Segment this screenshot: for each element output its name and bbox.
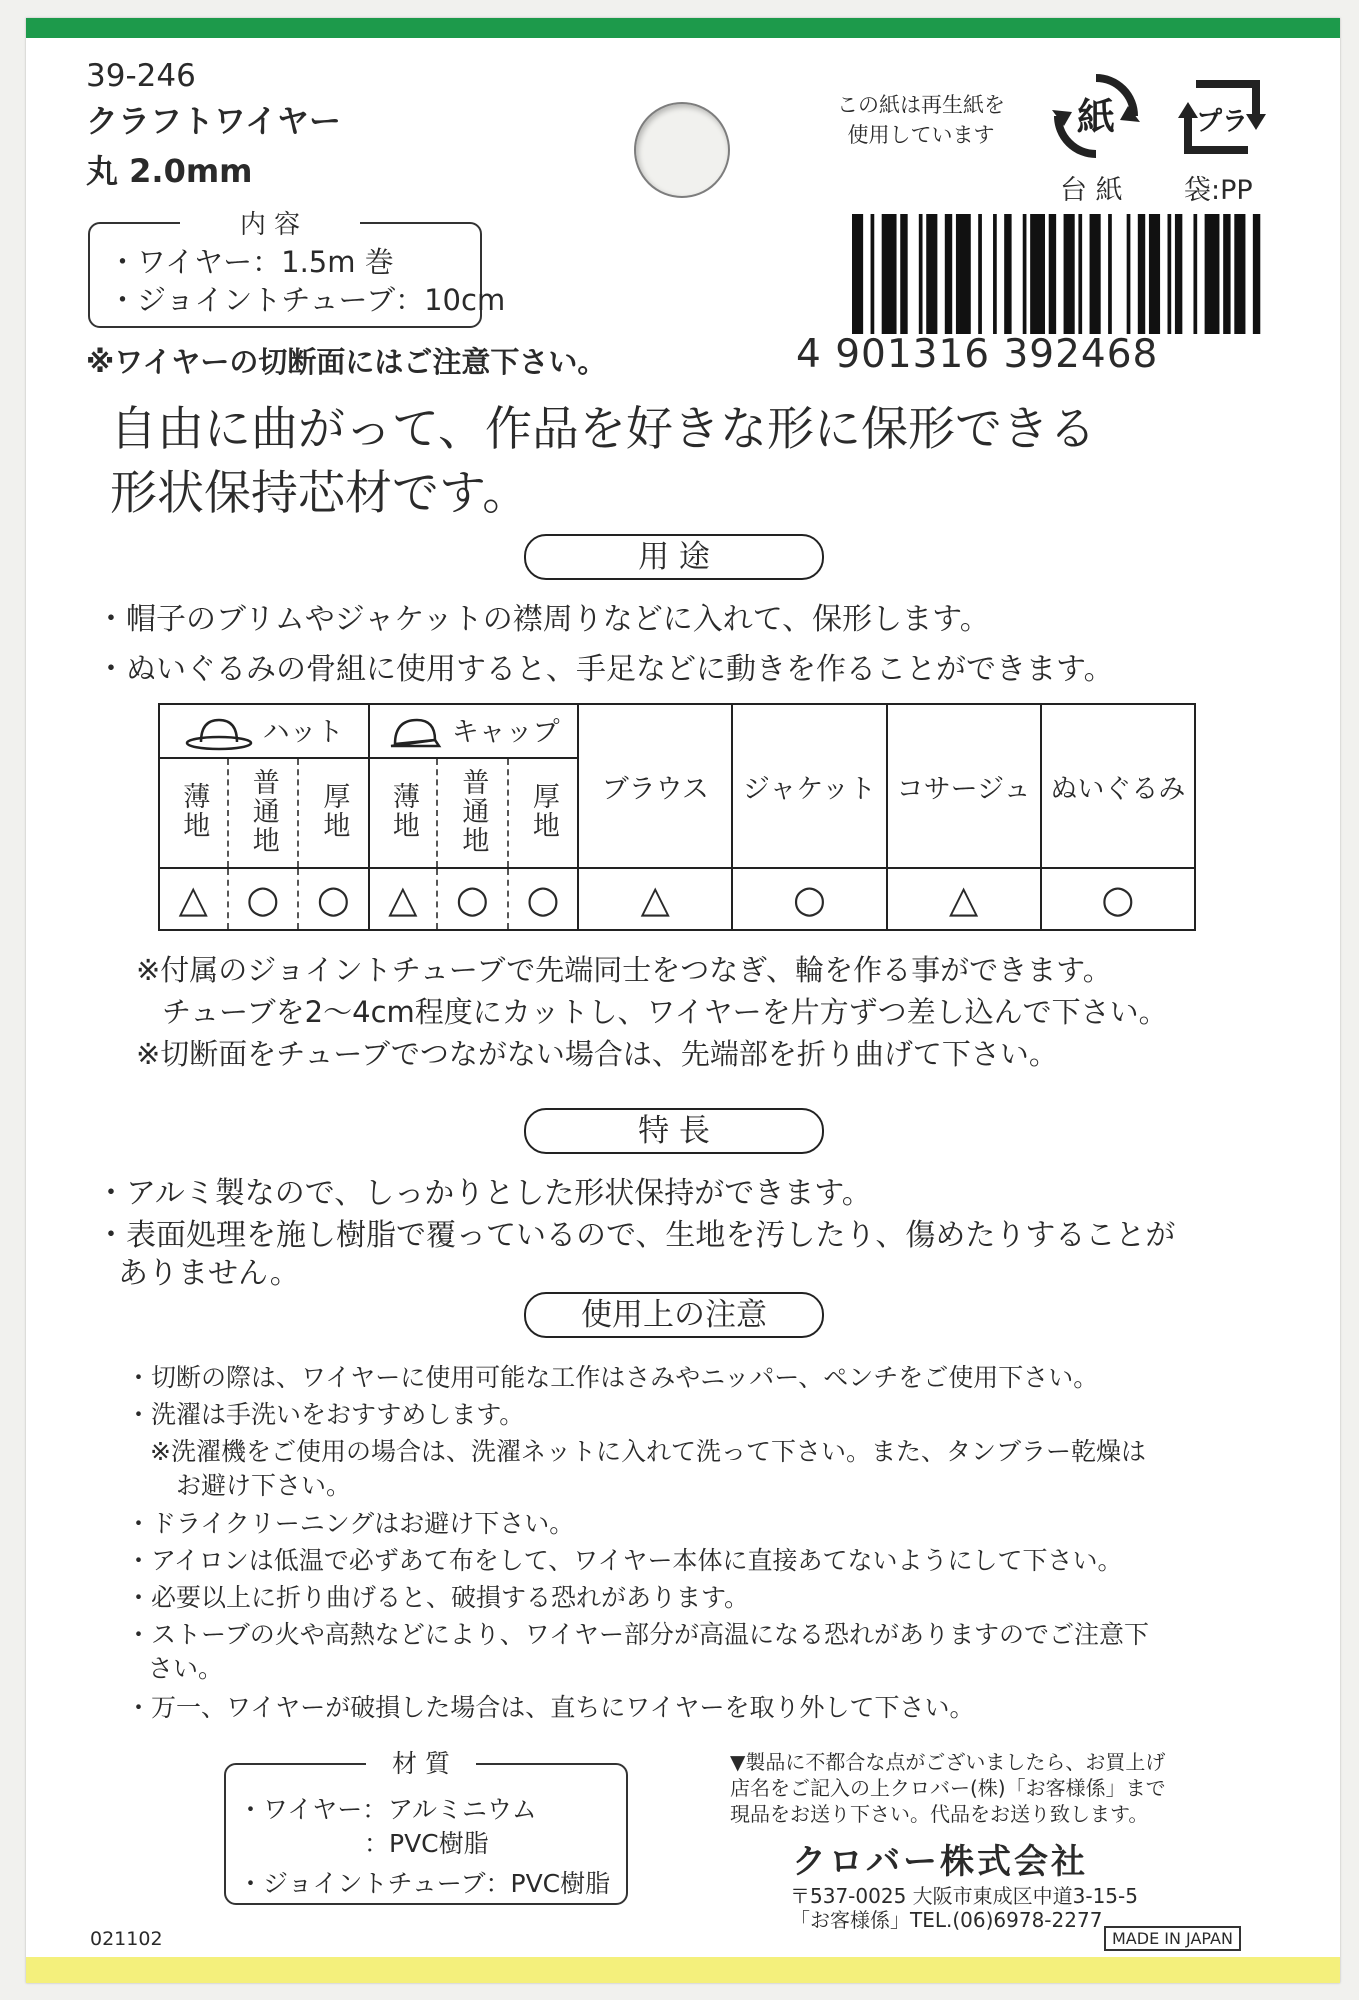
material-tube-value: ：PVC樹脂 xyxy=(364,1829,489,1858)
contact-line: 現品をお送り下さい。代品をお送り致します。 xyxy=(730,1802,1149,1826)
made-in-japan: MADE IN JAPAN xyxy=(1104,1926,1241,1951)
contents-item: ・ジョイントチューブ：10cm xyxy=(108,283,506,317)
contact-line: ▼製品に不都合な点がございましたら、お買上げ xyxy=(730,1750,1166,1774)
barcode xyxy=(852,214,1264,334)
usage-note: チューブを2～4cm程度にカットし、ワイヤーを片方ずつ差し込んで下さい。 xyxy=(162,995,1168,1029)
cap-label: キャップ xyxy=(451,717,560,749)
contact-line: 店名をご記入の上クロバー(株)「お客様係」まで xyxy=(730,1776,1166,1800)
paper-label: 台 紙 xyxy=(1060,175,1123,206)
company-address: 〒537-0025 大阪市東成区中道3-15-5 xyxy=(790,1884,1138,1908)
suitability-mark: ○ xyxy=(228,868,299,930)
hat-label: ハット xyxy=(262,717,344,749)
suitability-mark: △ xyxy=(578,868,732,930)
product-size: 丸 2.0mm xyxy=(86,152,253,190)
recycled-note-line: この紙は再生紙を xyxy=(837,93,1005,117)
paper-glyph: 紙 xyxy=(1076,95,1116,139)
jacket-header: ジャケット xyxy=(732,704,886,868)
hat-normal: 普通地 xyxy=(247,767,279,855)
precaution-line: ・万一、ワイヤーが破損した場合は、直ちにワイヤーを取り外して下さい。 xyxy=(126,1693,975,1722)
suitability-mark: ○ xyxy=(732,868,886,930)
feature-bullet: ありません。 xyxy=(118,1256,300,1291)
stuffed-toy-header: ぬいぐるみ xyxy=(1041,704,1195,868)
recycled-note-line: 使用しています xyxy=(847,123,995,147)
precaution-line: ・アイロンは低温で必ずあて布をして、ワイヤー本体に直接あてないようにして下さい。 xyxy=(126,1546,1123,1575)
recycled-paper-note xyxy=(826,90,1016,150)
contents-title: 内 容 xyxy=(180,204,360,241)
precaution-line: ・ドライクリーニングはお避け下さい。 xyxy=(126,1509,575,1538)
suitability-mark: △ xyxy=(159,868,228,930)
material-wire-value: アルミニウム xyxy=(388,1795,537,1824)
contents-item: ・ワイヤー：1.5m 巻 xyxy=(108,245,394,279)
plastic-label: 袋:PP xyxy=(1184,175,1253,206)
company-tel: 「お客様係」TEL.(06)6978-2277 xyxy=(790,1908,1103,1932)
precaution-line: お避け下さい。 xyxy=(176,1471,352,1500)
feature-bullet: ・表面処理を施し樹脂で覆っているので、生地を汚したり、傷めたりすることが xyxy=(96,1218,1176,1253)
suitability-mark: ○ xyxy=(1041,868,1195,930)
usage-note: ※切断面をチューブでつながない場合は、先端部を折り曲げて下さい。 xyxy=(136,1037,1058,1071)
headline-line: 形状保持芯材です。 xyxy=(110,466,530,521)
precaution-line: ※洗濯機をご使用の場合は、洗濯ネットに入れて洗って下さい。また、タンブラー乾燥は xyxy=(150,1437,1146,1466)
suitability-mark: ○ xyxy=(437,868,508,930)
headline xyxy=(110,398,1096,526)
cap-thin: 薄地 xyxy=(387,782,419,840)
precaution-line: ・必要以上に折り曲げると、破損する恐れがあります。 xyxy=(126,1583,750,1612)
cap-header xyxy=(369,704,579,758)
features-title: 特 長 xyxy=(524,1108,824,1154)
package-card xyxy=(26,18,1340,1983)
hang-hole xyxy=(634,102,730,198)
cut-caution: ※ワイヤーの切断面にはご注意下さい。 xyxy=(86,345,607,379)
hat-icon xyxy=(184,716,254,752)
paper-recycle-icon xyxy=(1050,70,1142,162)
plastic-glyph: プラ xyxy=(1195,107,1249,137)
usage-table xyxy=(158,703,1196,931)
cap-normal: 普通地 xyxy=(457,767,489,855)
precaution-line: ・切断の際は、ワイヤーに使用可能な工作はさみやニッパー、ペンチをご使用下さい。 xyxy=(126,1363,1099,1392)
material-tube-line: ・ジョイントチューブ：PVC樹脂 xyxy=(238,1869,611,1898)
headline-line: 自由に曲がって、作品を好きな形に保形できる xyxy=(110,402,1097,457)
materials-title: 材 質 xyxy=(366,1744,476,1780)
barcode-number: 4 901316 392468 xyxy=(796,332,1159,377)
feature-bullet: ・アルミ製なので、しっかりとした形状保持ができます。 xyxy=(96,1176,872,1211)
top-green-stripe xyxy=(26,18,1340,38)
precaution-line: さい。 xyxy=(148,1654,224,1683)
suitability-mark: ○ xyxy=(508,868,579,930)
hat-thick: 厚地 xyxy=(318,782,350,840)
hat-header xyxy=(159,704,369,758)
suitability-mark: △ xyxy=(887,868,1041,930)
product-code: 39-246 xyxy=(86,58,196,94)
precaution-line: ・洗濯は手洗いをおすすめします。 xyxy=(126,1400,525,1429)
plastic-recycle-icon xyxy=(1176,70,1268,162)
blouse-header: ブラウス xyxy=(578,704,732,868)
suitability-mark: △ xyxy=(369,868,438,930)
suitability-mark: ○ xyxy=(298,868,369,930)
cap-icon xyxy=(387,716,443,752)
material-wire-label: ・ワイヤー： xyxy=(238,1795,388,1824)
usage-bullet: ・ぬいぐるみの骨組に使用すると、手足などに動きを作ることができます。 xyxy=(96,652,1114,687)
product-name: クラフトワイヤー xyxy=(86,102,342,140)
corsage-header: コサージュ xyxy=(887,704,1041,868)
company-name: クロバー株式会社 xyxy=(792,1842,1088,1882)
precaution-line: ・ストーブの火や高熱などにより、ワイヤー部分が高温になる恐れがありますのでご注意下 xyxy=(126,1620,1150,1649)
usage-title: 用 途 xyxy=(524,534,824,580)
precautions-title: 使用上の注意 xyxy=(524,1292,824,1338)
hat-thin: 薄地 xyxy=(178,782,210,840)
print-code: 021102 xyxy=(90,1928,163,1950)
usage-bullet: ・帽子のブリムやジャケットの襟周りなどに入れて、保形します。 xyxy=(96,602,990,637)
bottom-yellow-stripe xyxy=(26,1957,1340,1983)
usage-note: ※付属のジョイントチューブで先端同士をつなぎ、輪を作る事ができます。 xyxy=(136,953,1112,987)
cap-thick: 厚地 xyxy=(527,782,559,840)
